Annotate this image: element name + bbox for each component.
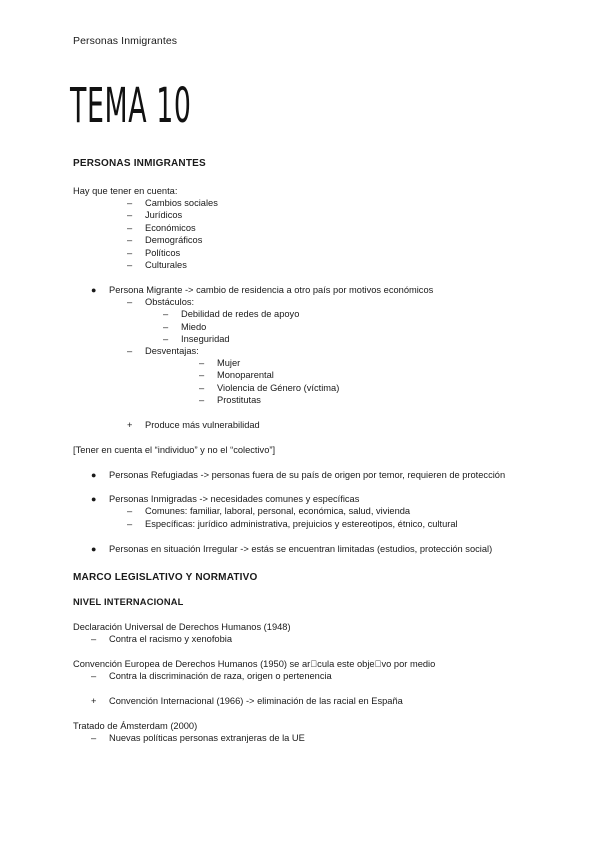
immigrated-text: Personas Inmigradas -> necesidades comunes y específicas <box>109 494 360 504</box>
convention-item: Contra la discriminación de raza, origen o pertenencia <box>109 671 332 681</box>
subheading-nivel-internacional: NIVEL INTERNACIONAL <box>73 597 184 607</box>
dash-marker: – <box>199 383 205 393</box>
factor-item: Jurídicos <box>145 210 183 220</box>
dash-marker: – <box>127 223 133 233</box>
dash-marker: – <box>163 322 169 332</box>
intl-convention-text: Convención Internacional (1966) -> eliminación de las racial en España <box>109 696 403 706</box>
factor-item: Demográficos <box>145 235 203 245</box>
irregular-text: Personas en situación Irregular -> estás se encuentran limitadas (estudios, protección social) <box>109 544 493 554</box>
obstacles-label: Obstáculos: <box>145 297 195 307</box>
obstacle-item: Debilidad de redes de apoyo <box>181 309 300 319</box>
intro-text: Hay que tener en cuenta: <box>73 186 178 196</box>
disadvantage-item: Violencia de Género (víctima) <box>217 383 340 393</box>
bullet-marker: ● <box>91 544 97 554</box>
page-title: TEMA 10 <box>70 78 192 134</box>
bullet-marker: ● <box>91 470 97 480</box>
factor-item: Cambios sociales <box>145 198 218 208</box>
bullet-marker: ● <box>91 285 97 295</box>
specific-needs-text: Específicas: jurídico administrativa, prejuicios y estereotipos, étnico, cultural <box>145 519 458 529</box>
bullet-marker: ● <box>91 494 97 504</box>
dash-marker: – <box>127 248 133 258</box>
factor-item: Económicos <box>145 223 196 233</box>
migrant-text: Persona Migrante -> cambio de residencia a otro país por motivos económicos <box>109 285 434 295</box>
dash-marker: – <box>91 733 97 743</box>
section-heading-marco: MARCO LEGISLATIVO Y NORMATIVO <box>73 572 258 583</box>
dash-marker: – <box>199 370 205 380</box>
dash-marker: – <box>91 634 97 644</box>
dash-marker: – <box>127 198 133 208</box>
vulnerability-text: Produce más vulnerabilidad <box>145 420 260 430</box>
dash-marker: – <box>163 309 169 319</box>
dash-marker: – <box>127 260 133 270</box>
dash-marker: – <box>199 358 205 368</box>
note-text: [Tener en cuenta el “individuo” y no el “colectivo”] <box>73 445 276 455</box>
dash-marker: – <box>91 671 97 681</box>
disadvantages-label: Desventajas: <box>145 346 199 356</box>
dash-marker: – <box>127 235 133 245</box>
treaty-item: Nuevas políticas personas extranjeras de la UE <box>109 733 305 743</box>
obstacle-item: Miedo <box>181 322 207 332</box>
factor-item: Culturales <box>145 260 187 270</box>
dash-marker: – <box>127 210 133 220</box>
plus-marker: + <box>91 696 97 706</box>
dash-marker: – <box>127 519 133 529</box>
dash-marker: – <box>199 395 205 405</box>
disadvantage-item: Mujer <box>217 358 241 368</box>
disadvantage-item: Monoparental <box>217 370 274 380</box>
dash-marker: – <box>127 346 133 356</box>
declaration-text: Declaración Universal de Derechos Humanos (1948) <box>73 622 291 632</box>
plus-marker: + <box>127 420 133 430</box>
common-needs-text: Comunes: familiar, laboral, personal, económica, salud, vivienda <box>145 506 411 516</box>
dash-marker: – <box>127 297 133 307</box>
factor-item: Políticos <box>145 248 181 258</box>
dash-marker: – <box>163 334 169 344</box>
dash-marker: – <box>127 506 133 516</box>
obstacle-item: Inseguridad <box>181 334 230 344</box>
convention-text: Convención Europea de Derechos Humanos (1950) se ar􏰀cula este obje􏰀vo por medio <box>73 659 436 669</box>
declaration-item: Contra el racismo y xenofobia <box>109 634 232 644</box>
refugees-text: Personas Refugiadas -> personas fuera de su país de origen por temor, requieren de protección <box>109 470 506 480</box>
page-header: Personas Inmigrantes <box>73 35 178 47</box>
disadvantage-item: Prostitutas <box>217 395 261 405</box>
section-heading-personas: PERSONAS INMIGRANTES <box>73 158 206 169</box>
treaty-text: Tratado de Ámsterdam (2000) <box>73 721 198 731</box>
